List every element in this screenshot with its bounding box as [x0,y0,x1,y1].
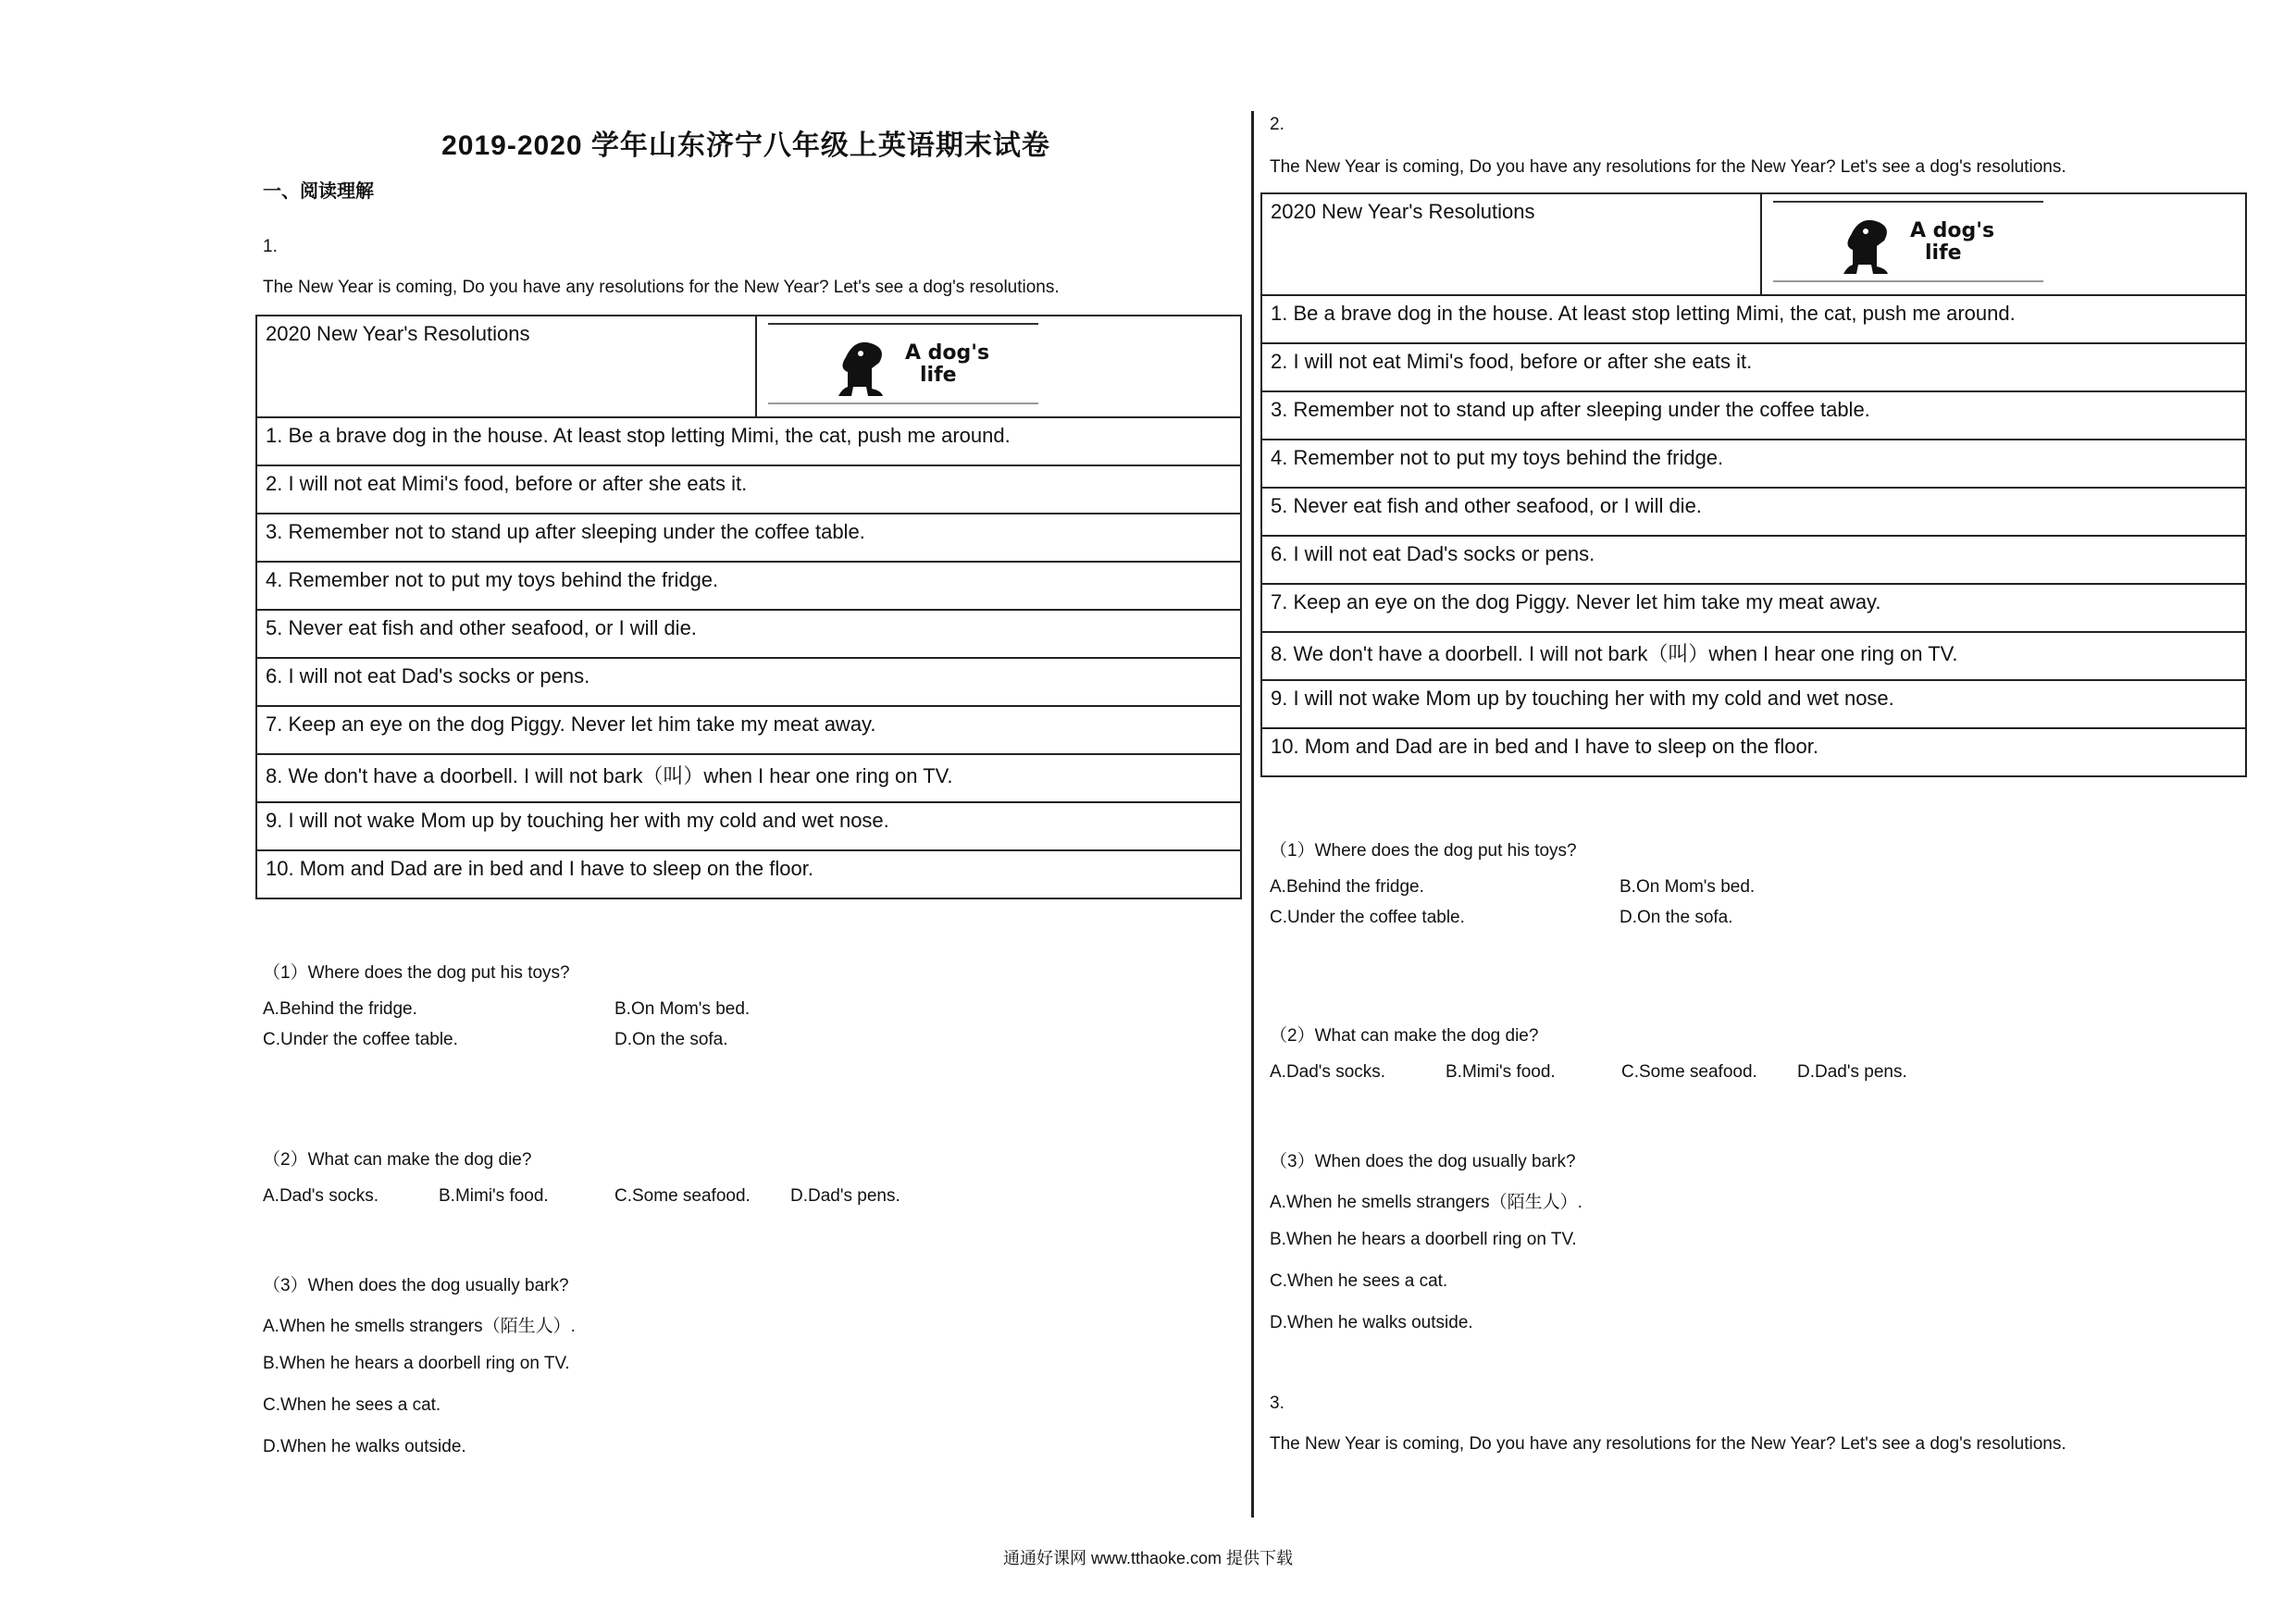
resolution-row: 5. Never eat fish and other seafood, or I will die. [1261,488,2246,536]
resolution-row: 1. Be a brave dog in the house. At least stop letting Mimi, the cat, push me around. [256,417,1241,465]
option-b[interactable]: B.Mimi's food. [439,1186,549,1206]
passage-2-intro: The New Year is coming, Do you have any resolutions for the New Year? Let's see a dog's resolutions. [1270,157,2066,177]
option-b[interactable]: B.On Mom's bed. [614,999,751,1019]
resolution-row: 5. Never eat fish and other seafood, or I will die. [256,610,1241,658]
resolution-row: 9. I will not wake Mom up by touching her with my cold and wet nose. [256,802,1241,850]
resolution-row: 6. I will not eat Dad's socks or pens. [256,658,1241,706]
resolution-row: 9. I will not wake Mom up by touching her with my cold and wet nose. [1261,680,2246,728]
question-1: （1）Where does the dog put his toys? [1270,841,1577,861]
dog-logo-icon [1769,198,2047,287]
section-heading: 一、阅读理解 [263,181,374,202]
page-title: 2019-2020 学年山东济宁八年级上英语期末试卷 [441,130,1050,161]
option-b[interactable]: B.When he hears a doorbell ring on TV. [1270,1230,1577,1249]
resolution-row: 10. Mom and Dad are in bed and I have to sleep on the floor. [256,850,1241,898]
option-b[interactable]: B.On Mom's bed. [1620,877,1756,897]
passage-3-number: 3. [1270,1394,1285,1413]
resolution-row: 1. Be a brave dog in the house. At least stop letting Mimi, the cat, push me around. [1261,295,2246,343]
question-2: （2）What can make the dog die? [1270,1026,1539,1046]
resolution-row: 3. Remember not to stand up after sleeping under the coffee table. [256,514,1241,562]
passage-3-intro: The New Year is coming, Do you have any resolutions for the New Year? Let's see a dog's resolutions. [1270,1434,2066,1454]
option-d[interactable]: D.On the sofa. [1620,908,1733,927]
option-a[interactable]: A.Behind the fridge. [1270,877,1424,897]
option-c[interactable]: C.When he sees a cat. [263,1395,441,1415]
passage-2-resolutions-table [1260,192,2247,777]
resolution-row: 8. We don't have a doorbell. I will not bark（叫）when I hear one ring on TV. [256,754,1241,802]
resolution-row: 7. Keep an eye on the dog Piggy. Never let him take my meat away. [256,706,1241,754]
resolution-row: 3. Remember not to stand up after sleeping under the coffee table. [1261,391,2246,440]
resolution-row: 8. We don't have a doorbell. I will not bark（叫）when I hear one ring on TV. [1261,632,2246,680]
option-d[interactable]: D.Dad's pens. [790,1186,900,1206]
resolution-row: 6. I will not eat Dad's socks or pens. [1261,536,2246,584]
option-c[interactable]: C.Some seafood. [614,1186,751,1206]
option-a[interactable]: A.When he smells strangers（陌生人）. [263,1317,576,1336]
dog-logo-icon [764,320,1042,409]
table-header: 2020 New Year's Resolutions [1261,193,1761,295]
passage-1-intro: The New Year is coming, Do you have any resolutions for the New Year? Let's see a dog's resolutions. [263,278,1060,297]
option-c[interactable]: C.Some seafood. [1621,1062,1757,1082]
page-footer: 通通好课网 www.tthaoke.com 提供下载 [1002,1549,1294,1567]
column-divider [1251,111,1254,1518]
option-c[interactable]: C.Under the coffee table. [1270,908,1465,927]
resolution-row: 10. Mom and Dad are in bed and I have to sleep on the floor. [1261,728,2246,776]
resolution-row: 4. Remember not to put my toys behind the fridge. [256,562,1241,610]
logo-cell [1761,193,2246,295]
question-2: （2）What can make the dog die? [263,1150,532,1170]
option-c[interactable]: C.When he sees a cat. [1270,1271,1448,1291]
question-1: （1）Where does the dog put his toys? [263,963,570,983]
option-b[interactable]: B.When he hears a doorbell ring on TV. [263,1354,570,1373]
option-d[interactable]: D.Dad's pens. [1797,1062,1907,1082]
logo-text-line2: life [920,364,957,387]
logo-text-line2: life [1925,242,1962,265]
option-a[interactable]: A.Dad's socks. [263,1186,379,1206]
option-a[interactable]: A.When he smells strangers（陌生人）. [1270,1193,1582,1212]
logo-text-line1: A dog's [1910,219,1995,242]
question-3: （3）When does the dog usually bark? [1270,1152,1576,1171]
passage-2-number: 2. [1270,115,1285,134]
resolution-row: 7. Keep an eye on the dog Piggy. Never let him take my meat away. [1261,584,2246,632]
resolution-row: 2. I will not eat Mimi's food, before or after she eats it. [1261,343,2246,391]
option-d[interactable]: D.When he walks outside. [263,1437,466,1456]
option-a[interactable]: A.Dad's socks. [1270,1062,1386,1082]
option-d[interactable]: D.On the sofa. [614,1030,728,1049]
option-a[interactable]: A.Behind the fridge. [263,999,417,1019]
passage-1-number: 1. [263,237,278,256]
resolution-row: 2. I will not eat Mimi's food, before or after she eats it. [256,465,1241,514]
option-d[interactable]: D.When he walks outside. [1270,1313,1473,1332]
table-header: 2020 New Year's Resolutions [256,316,756,417]
option-b[interactable]: B.Mimi's food. [1446,1062,1556,1082]
logo-text-line1: A dog's [905,341,990,365]
option-c[interactable]: C.Under the coffee table. [263,1030,458,1049]
logo-cell [756,316,1241,417]
question-3: （3）When does the dog usually bark? [263,1276,569,1295]
passage-1-resolutions-table [255,315,1242,899]
resolution-row: 4. Remember not to put my toys behind the fridge. [1261,440,2246,488]
